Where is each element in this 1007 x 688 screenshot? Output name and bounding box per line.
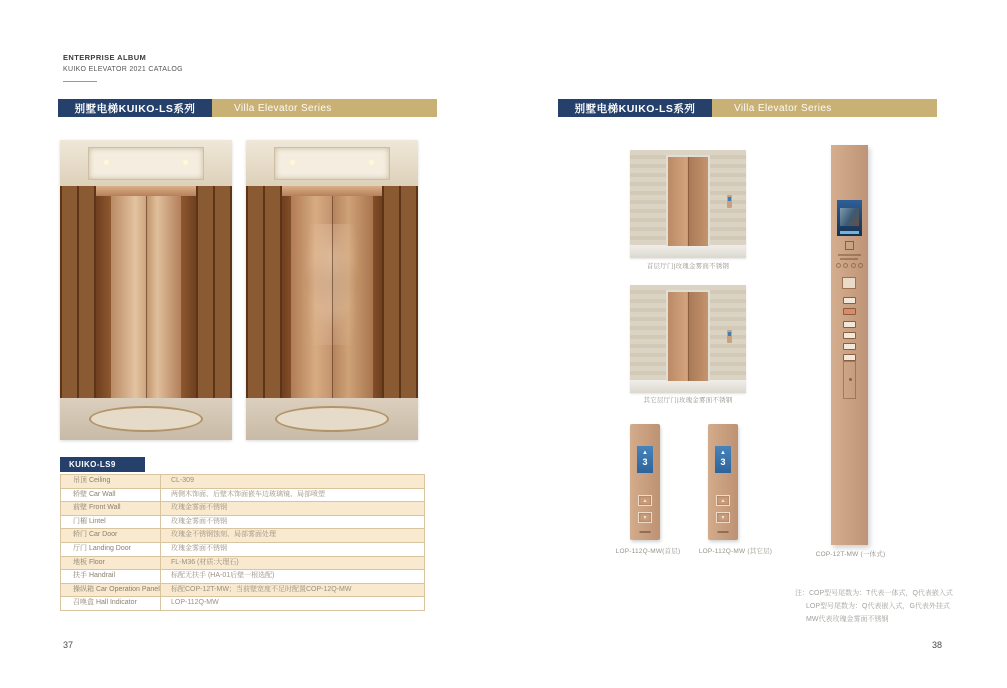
caption-cop: COP-12T-MW (一体式) — [815, 551, 886, 558]
hall-indicator-display — [728, 332, 731, 336]
series-banner-en: Villa Elevator Series — [712, 99, 937, 117]
landing-door-photo-other-floors — [630, 285, 746, 393]
table-row — [60, 489, 425, 503]
alarm-button — [843, 308, 856, 315]
spec-value: 玫瑰金雾面不锈钢 — [171, 517, 227, 525]
spec-label: 轿壁 Car Wall — [61, 489, 161, 502]
cab-ceiling — [246, 140, 418, 186]
model-suffix-notes — [795, 587, 953, 626]
cab-interior-photo-2 — [246, 140, 418, 440]
spec-label: 吊顶 Ceiling — [61, 475, 161, 488]
cab-etched-car-door — [291, 196, 373, 398]
table-row — [60, 584, 425, 598]
lop-panel-other-floors — [708, 424, 738, 540]
note-line: MW代表玫瑰金雾面不锈钢 — [806, 616, 889, 623]
cab-back-wall — [96, 186, 196, 398]
hall-indicator-fixture — [727, 195, 732, 208]
spec-table-title: KUIKO-LS9 — [60, 457, 145, 472]
floor-button — [843, 321, 856, 328]
note-line: 注：COP型号尾数为：T代表一体式，Q代表嵌入式 — [795, 590, 953, 597]
cab-wood-wall — [196, 186, 232, 398]
table-row — [60, 529, 425, 543]
series-banner-zh: 别墅电梯KUIKO-LS系列 — [58, 99, 212, 117]
table-row — [60, 543, 425, 557]
up-arrow-icon: ▲ — [642, 450, 648, 456]
door-seam — [332, 196, 333, 398]
call-down-button: ▼ — [638, 512, 652, 523]
caption-door-first: 首层厅门|玫瑰金雾面不锈钢 — [646, 263, 730, 270]
cab-light — [104, 160, 109, 165]
table-row — [60, 516, 425, 530]
note-line: LOP型号尾数为：Q代表嵌入式，G代表外挂式 — [806, 603, 950, 610]
series-banner-zh: 别墅电梯KUIKO-LS系列 — [558, 99, 712, 117]
series-banner-left — [58, 99, 437, 117]
spec-value: 玫瑰金雾面不锈钢 — [171, 504, 227, 512]
up-arrow-icon: ▲ — [720, 450, 726, 456]
lobby-floor — [630, 380, 746, 393]
spec-label: 召唤盒 Hall Indicator — [61, 597, 161, 610]
spec-value: CL-309 — [171, 477, 194, 484]
lop-panel-first-floor — [630, 424, 660, 540]
cab-wood-wall — [60, 186, 96, 398]
door-hold-button — [851, 263, 856, 268]
spec-label: 厅门 Landing Door — [61, 543, 161, 556]
spec-label: 操纵箱 Car Operation Panel — [61, 584, 161, 597]
spec-value: 玫瑰金雾面不锈钢 — [171, 544, 227, 552]
floor-button — [843, 297, 856, 304]
door-open-button — [836, 263, 841, 268]
cab-ceiling — [60, 140, 232, 186]
cop-panel-integrated — [831, 145, 868, 545]
spec-table — [60, 474, 425, 611]
cab-floor-medallion — [89, 406, 203, 432]
cab-light — [183, 160, 188, 165]
catalog-header — [63, 53, 183, 82]
landing-door — [666, 155, 710, 246]
lop-floor-display — [637, 446, 653, 473]
screen-info-strip — [840, 231, 859, 234]
series-banner-right — [558, 99, 937, 117]
door-control-buttons — [836, 263, 863, 268]
intercom-button — [858, 263, 863, 268]
table-row — [60, 597, 425, 611]
spec-label: 前壁 Front Wall — [61, 502, 161, 515]
caption-door-other: 其它层厅门|玫瑰金雾面不锈钢 — [643, 397, 733, 404]
cop-media-screen — [837, 200, 862, 236]
cab-wood-wall — [246, 186, 282, 398]
table-row — [60, 557, 425, 571]
floor-button — [843, 343, 856, 350]
header-divider — [63, 81, 97, 82]
lop-floor-display — [715, 446, 731, 473]
cab-marble-floor — [246, 398, 418, 440]
spec-value: 玫瑰金不锈钢蚀刻、局部雾面处理 — [171, 531, 276, 539]
landing-door — [666, 290, 710, 381]
hall-indicator-display — [728, 197, 731, 201]
series-banner-en: Villa Elevator Series — [212, 99, 437, 117]
cab-front-wall — [282, 186, 382, 398]
cab-lintel — [282, 186, 382, 196]
panel-seam — [146, 196, 147, 398]
cab-interior-photo-1 — [60, 140, 232, 440]
spec-value: 两侧木饰面、后壁木饰面嵌车边玻璃镜、局部喷塑 — [171, 490, 325, 498]
door-seam — [688, 292, 689, 381]
table-row — [60, 570, 425, 584]
lobby-floor — [630, 245, 746, 258]
floor-number: 3 — [720, 457, 726, 467]
keyhole — [849, 378, 852, 381]
page-number-left: 37 — [63, 640, 74, 650]
spec-label: 门楣 Lintel — [61, 516, 161, 529]
brand-mark — [640, 531, 651, 533]
spec-value: LOP-112Q-MW — [171, 599, 219, 607]
cab-marble-floor — [60, 398, 232, 440]
cab-light — [290, 160, 295, 165]
cab-floor-medallion — [275, 406, 389, 432]
door-close-button — [843, 263, 848, 268]
catalog-header-subtitle: KUIKO ELEVATOR 2021 CATALOG — [63, 66, 183, 73]
service-keyswitch-panel — [843, 361, 856, 399]
hall-indicator-fixture — [727, 330, 732, 343]
spec-label: 轿门 Car Door — [61, 529, 161, 542]
spec-value: 标配无扶手 (HA-01后壁一根选配) — [171, 572, 275, 580]
spec-value: 标配COP-12T-MW；当前壁宽度不足时配置COP-12Q-MW — [171, 585, 352, 593]
spec-label: 扶手 Handrail — [61, 570, 161, 583]
catalog-header-title: ENTERPRISE ALBUM — [63, 53, 147, 62]
cab-light — [369, 160, 374, 165]
page-number-right: 38 — [932, 640, 943, 650]
display-button — [842, 277, 856, 289]
spec-label: 地板 Floor — [61, 557, 161, 570]
spec-value: FL-M36 (材质:大理石) — [171, 558, 239, 566]
landing-door-photo-first-floor — [630, 150, 746, 258]
cab-lintel — [96, 186, 196, 196]
caption-lop-other: LOP-112Q-MW (其它层) — [698, 548, 773, 555]
cab-rear-mirror-panel — [111, 196, 181, 398]
cab-wood-wall — [382, 186, 418, 398]
brand-mark — [718, 531, 729, 533]
floor-number: 3 — [642, 457, 648, 467]
call-down-button: ▼ — [716, 512, 730, 523]
screen-media-content — [840, 208, 859, 226]
caption-lop-first: LOP-112Q-MW(首层) — [615, 548, 681, 555]
door-seam — [688, 157, 689, 246]
table-row — [60, 502, 425, 516]
table-row — [60, 475, 425, 489]
floor-button — [843, 332, 856, 339]
label-text-line — [838, 254, 861, 256]
brand-emblem — [845, 241, 854, 250]
label-text-line — [840, 258, 858, 260]
floor-button — [843, 354, 856, 361]
call-up-button: ▲ — [638, 495, 652, 506]
call-up-button: ▲ — [716, 495, 730, 506]
